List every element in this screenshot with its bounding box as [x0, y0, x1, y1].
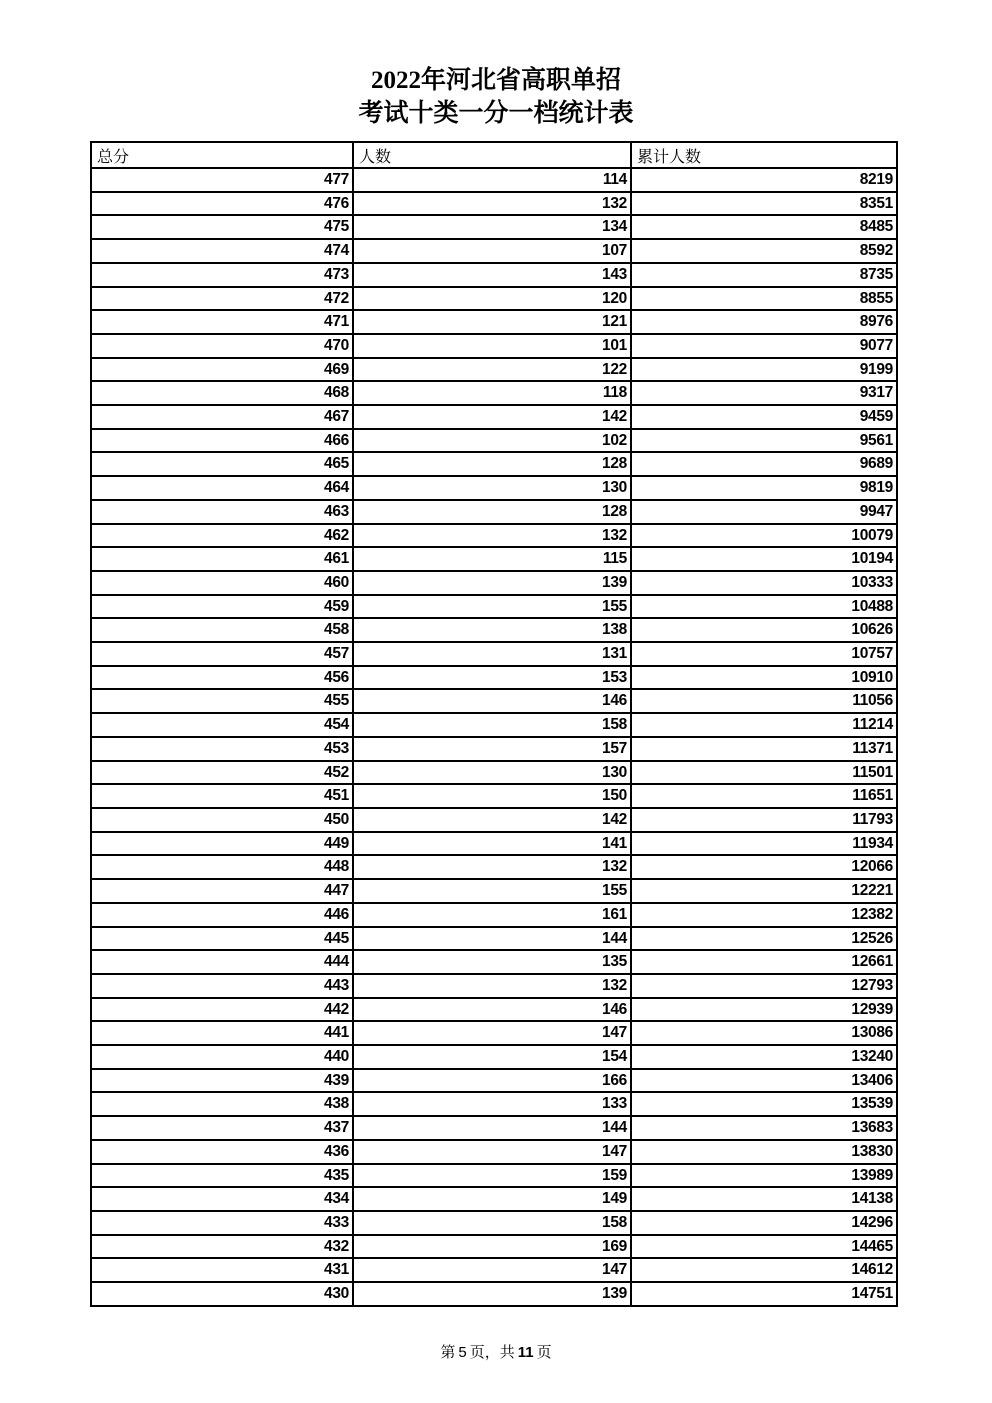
table-cell: 459: [91, 595, 353, 619]
table-cell: 158: [353, 1211, 631, 1235]
table-cell: 122: [353, 358, 631, 382]
footer-total-pages: 11: [517, 1344, 534, 1361]
table-cell: 476: [91, 192, 353, 216]
table-row: [91, 642, 897, 666]
table-cell: 155: [353, 879, 631, 903]
table-row: [91, 808, 897, 832]
table-cell: 463: [91, 500, 353, 524]
table-cell: 475: [91, 215, 353, 239]
table-cell: 447: [91, 879, 353, 903]
table-cell: 155: [353, 595, 631, 619]
table-cell: 161: [353, 903, 631, 927]
table-cell: 147: [353, 1258, 631, 1282]
table-cell: 451: [91, 784, 353, 808]
table-cell: 121: [353, 310, 631, 334]
table-row: [91, 405, 897, 429]
table-row: [91, 287, 897, 311]
table-cell: 10626: [631, 618, 897, 642]
table-cell: 10333: [631, 571, 897, 595]
table-cell: 144: [353, 927, 631, 951]
table-row: [91, 595, 897, 619]
table-cell: 14751: [631, 1282, 897, 1306]
table-cell: 473: [91, 263, 353, 287]
table-cell: 9819: [631, 476, 897, 500]
table-cell: 146: [353, 998, 631, 1022]
table-row: [91, 666, 897, 690]
table-cell: 146: [353, 689, 631, 713]
table-cell: 128: [353, 452, 631, 476]
table-row: [91, 855, 897, 879]
table-cell: 11214: [631, 713, 897, 737]
table-cell: 9689: [631, 452, 897, 476]
table-row: [91, 215, 897, 239]
table-row: [91, 618, 897, 642]
table-cell: 107: [353, 239, 631, 263]
table-cell: 9561: [631, 429, 897, 453]
table-cell: 143: [353, 263, 631, 287]
table-cell: 130: [353, 476, 631, 500]
table-cell: 436: [91, 1140, 353, 1164]
table-row: [91, 1235, 897, 1259]
table-cell: 158: [353, 713, 631, 737]
table-cell: 477: [91, 168, 353, 192]
table-cell: 437: [91, 1116, 353, 1140]
table-cell: 138: [353, 618, 631, 642]
table-cell: 455: [91, 689, 353, 713]
table-cell: 12939: [631, 998, 897, 1022]
table-cell: 440: [91, 1045, 353, 1069]
table-row: [91, 168, 897, 192]
table-cell: 448: [91, 855, 353, 879]
table-cell: 453: [91, 737, 353, 761]
table-cell: 147: [353, 1140, 631, 1164]
table-row: [91, 1021, 897, 1045]
table-row: [91, 713, 897, 737]
table-cell: 446: [91, 903, 353, 927]
table-cell: 12526: [631, 927, 897, 951]
table-row: [91, 571, 897, 595]
table-cell: 12066: [631, 855, 897, 879]
table-cell: 12221: [631, 879, 897, 903]
table-cell: 10488: [631, 595, 897, 619]
table-cell: 11793: [631, 808, 897, 832]
table-row: [91, 927, 897, 951]
table-row: [91, 334, 897, 358]
table-cell: 466: [91, 429, 353, 453]
table-cell: 166: [353, 1069, 631, 1093]
table-cell: 149: [353, 1187, 631, 1211]
table-cell: 10079: [631, 524, 897, 548]
table-cell: 13683: [631, 1116, 897, 1140]
table-row: [91, 974, 897, 998]
score-distribution-table: [90, 141, 898, 1307]
footer-prefix: 第: [440, 1345, 456, 1361]
table-row: [91, 476, 897, 500]
table-cell: 474: [91, 239, 353, 263]
table-cell: 153: [353, 666, 631, 690]
table-cell: 11371: [631, 737, 897, 761]
table-cell: 10194: [631, 547, 897, 571]
table-cell: 438: [91, 1092, 353, 1116]
table-cell: 139: [353, 571, 631, 595]
table-cell: 457: [91, 642, 353, 666]
table-cell: 11056: [631, 689, 897, 713]
table-cell: 460: [91, 571, 353, 595]
table-cell: 115: [353, 547, 631, 571]
table-cell: 452: [91, 761, 353, 785]
table-row: [91, 903, 897, 927]
table-cell: 472: [91, 287, 353, 311]
table-cell: 133: [353, 1092, 631, 1116]
table-cell: 430: [91, 1282, 353, 1306]
table-cell: 131: [353, 642, 631, 666]
table-cell: 8219: [631, 168, 897, 192]
table-cell: 128: [353, 500, 631, 524]
table-row: [91, 832, 897, 856]
table-cell: 14138: [631, 1187, 897, 1211]
table-cell: 14612: [631, 1258, 897, 1282]
table-cell: 439: [91, 1069, 353, 1093]
table-cell: 468: [91, 381, 353, 405]
table-cell: 130: [353, 761, 631, 785]
table-row: [91, 500, 897, 524]
table-cell: 14465: [631, 1235, 897, 1259]
table-cell: 101: [353, 334, 631, 358]
table-cell: 8351: [631, 192, 897, 216]
table-cell: 132: [353, 855, 631, 879]
table-cell: 461: [91, 547, 353, 571]
table-row: [91, 689, 897, 713]
table-cell: 9459: [631, 405, 897, 429]
table-row: [91, 761, 897, 785]
table-row: [91, 1045, 897, 1069]
table-row: [91, 239, 897, 263]
table-cell: 11501: [631, 761, 897, 785]
table-cell: 159: [353, 1164, 631, 1188]
table-cell: 13539: [631, 1092, 897, 1116]
table-cell: 467: [91, 405, 353, 429]
table-cell: 135: [353, 950, 631, 974]
table-cell: 462: [91, 524, 353, 548]
table-cell: 11934: [631, 832, 897, 856]
table-cell: 9947: [631, 500, 897, 524]
table-cell: 154: [353, 1045, 631, 1069]
table-cell: 449: [91, 832, 353, 856]
table-cell: 14296: [631, 1211, 897, 1235]
table-cell: 470: [91, 334, 353, 358]
table-cell: 464: [91, 476, 353, 500]
table-cell: 114: [353, 168, 631, 192]
table-cell: 13240: [631, 1045, 897, 1069]
table-cell: 443: [91, 974, 353, 998]
table-cell: 147: [353, 1021, 631, 1045]
table-row: [91, 1164, 897, 1188]
table-cell: 458: [91, 618, 353, 642]
footer-middle: 页，共: [469, 1345, 515, 1361]
table-cell: 431: [91, 1258, 353, 1282]
table-row: [91, 1211, 897, 1235]
table-cell: 132: [353, 974, 631, 998]
table-cell: 445: [91, 927, 353, 951]
table-cell: 169: [353, 1235, 631, 1259]
table-cell: 120: [353, 287, 631, 311]
table-cell: 134: [353, 215, 631, 239]
table-cell: 8485: [631, 215, 897, 239]
table-cell: 12661: [631, 950, 897, 974]
table-cell: 118: [353, 381, 631, 405]
table-cell: 434: [91, 1187, 353, 1211]
table-cell: 471: [91, 310, 353, 334]
table-cell: 454: [91, 713, 353, 737]
table-cell: 13086: [631, 1021, 897, 1045]
table-cell: 469: [91, 358, 353, 382]
table-cell: 450: [91, 808, 353, 832]
table-cell: 444: [91, 950, 353, 974]
table-row: [91, 429, 897, 453]
table-row: [91, 381, 897, 405]
table-row: [91, 1140, 897, 1164]
table-cell: 432: [91, 1235, 353, 1259]
table-row: [91, 547, 897, 571]
table-row: [91, 1187, 897, 1211]
table-cell: 150: [353, 784, 631, 808]
table-cell: 441: [91, 1021, 353, 1045]
table-cell: 13989: [631, 1164, 897, 1188]
table-cell: 139: [353, 1282, 631, 1306]
table-cell: 12382: [631, 903, 897, 927]
table-cell: 8592: [631, 239, 897, 263]
table-row: [91, 452, 897, 476]
table-row: [91, 879, 897, 903]
table-row: [91, 1282, 897, 1306]
table-cell: 8735: [631, 263, 897, 287]
table-row: [91, 950, 897, 974]
table-header: [91, 142, 897, 168]
table-cell: 10910: [631, 666, 897, 690]
table-body: [91, 168, 897, 1306]
table-cell: 142: [353, 808, 631, 832]
table-cell: 465: [91, 452, 353, 476]
table-row: [91, 998, 897, 1022]
page-footer: [0, 1341, 992, 1362]
table-cell: 433: [91, 1211, 353, 1235]
table-cell: 9199: [631, 358, 897, 382]
table-cell: 456: [91, 666, 353, 690]
table-cell: 442: [91, 998, 353, 1022]
table-cell: 11651: [631, 784, 897, 808]
page-title-line1: 2022年河北省高职单招: [370, 67, 621, 94]
table-row: [91, 1258, 897, 1282]
column-header-total-score: 总分: [91, 142, 353, 168]
table-row: [91, 1069, 897, 1093]
table-header-row: [91, 142, 897, 168]
footer-suffix: 页: [536, 1345, 552, 1361]
table-cell: 157: [353, 737, 631, 761]
column-header-count: 人数: [353, 142, 631, 168]
table-cell: 8855: [631, 287, 897, 311]
table-cell: 132: [353, 192, 631, 216]
table-row: [91, 192, 897, 216]
table-cell: 144: [353, 1116, 631, 1140]
table-cell: 9077: [631, 334, 897, 358]
table-cell: 102: [353, 429, 631, 453]
table-row: [91, 1116, 897, 1140]
table-cell: 10757: [631, 642, 897, 666]
table-cell: 132: [353, 524, 631, 548]
table-cell: 142: [353, 405, 631, 429]
table-row: [91, 263, 897, 287]
table-cell: 435: [91, 1164, 353, 1188]
table-row: [91, 358, 897, 382]
table-cell: 8976: [631, 310, 897, 334]
footer-page-number: 5: [458, 1344, 467, 1361]
table-cell: 13406: [631, 1069, 897, 1093]
table-row: [91, 784, 897, 808]
table-row: [91, 1092, 897, 1116]
table-cell: 13830: [631, 1140, 897, 1164]
page-title-line2: 考试十类一分一档统计表: [358, 100, 634, 127]
table-row: [91, 310, 897, 334]
table-cell: 12793: [631, 974, 897, 998]
column-header-cumulative-count: 累计人数: [631, 142, 897, 168]
table-cell: 9317: [631, 381, 897, 405]
page-title: [0, 64, 992, 130]
table-cell: 141: [353, 832, 631, 856]
table-row: [91, 524, 897, 548]
table-row: [91, 737, 897, 761]
